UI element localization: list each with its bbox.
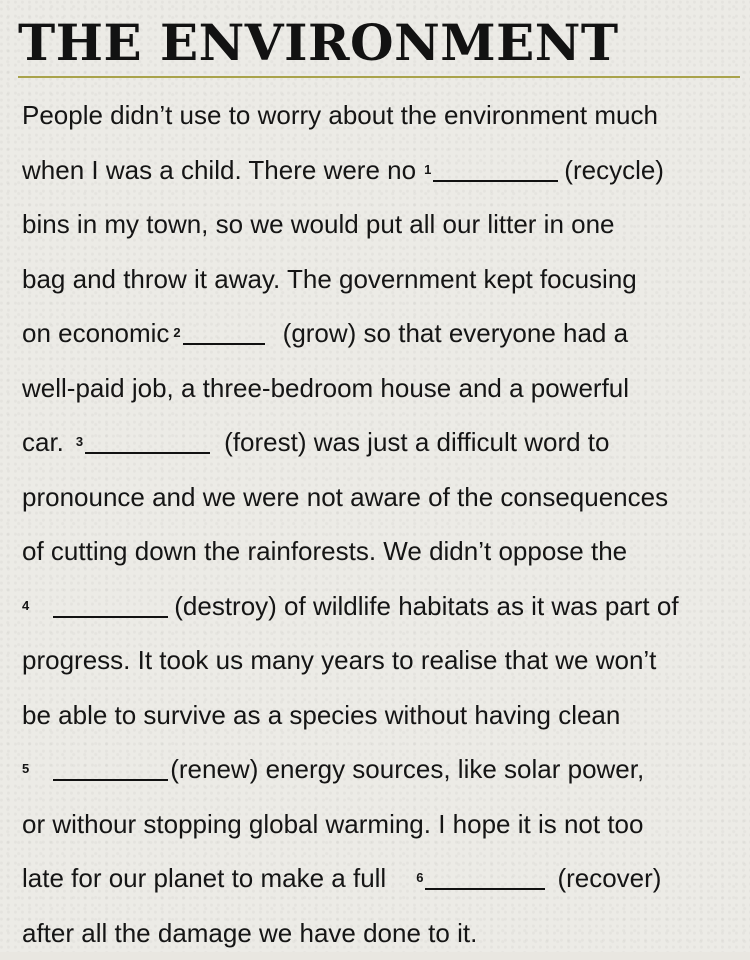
text-line: car.	[22, 420, 64, 464]
word-clue: (recover)	[557, 856, 661, 900]
gap-number: 5	[22, 747, 29, 791]
text-line	[22, 306, 740, 361]
text-line: pronounce and we were not aware of the consequences	[22, 475, 668, 519]
text-line	[22, 361, 740, 416]
text-line	[22, 797, 740, 852]
answer-blank[interactable]	[183, 321, 265, 345]
gap-number: 4	[22, 584, 29, 628]
text-line	[22, 197, 740, 252]
gap-number: 6	[416, 856, 423, 900]
answer-blank[interactable]	[53, 594, 168, 618]
text-line	[22, 742, 740, 797]
text-line	[22, 252, 740, 307]
word-clue: (forest) was just a difficult word to	[224, 420, 609, 464]
answer-blank[interactable]	[425, 866, 545, 890]
gap-fill-paragraph	[22, 88, 740, 960]
word-clue: (grow) so that everyone had a	[283, 311, 628, 355]
text-line	[22, 688, 740, 743]
text-line: when I was a child. There were no	[22, 148, 416, 192]
text-line	[22, 88, 740, 143]
word-clue: (destroy) of wildlife habitats as it was part of	[174, 584, 678, 628]
text-line: bins in my town, so we would put all our litter in one	[22, 202, 615, 246]
text-line: progress. It took us many years to realise that we won’t	[22, 638, 656, 682]
answer-blank[interactable]	[433, 158, 558, 182]
gap-number: 2	[173, 311, 180, 355]
answer-blank[interactable]	[85, 430, 210, 454]
answer-blank[interactable]	[53, 757, 168, 781]
word-clue: (renew) energy sources, like solar power,	[170, 747, 644, 791]
text-line	[22, 851, 740, 906]
text-line	[22, 633, 740, 688]
page-title: THE ENVIRONMENT	[18, 12, 619, 74]
text-line	[22, 524, 740, 579]
text-line: be able to survive as a species without having clean	[22, 693, 620, 737]
text-line: People didn’t use to worry about the environment much	[22, 93, 658, 137]
gap-number: 3	[76, 420, 83, 464]
gap-number: 1	[424, 148, 431, 192]
text-line	[22, 415, 740, 470]
text-line: after all the damage we have done to it.	[22, 911, 477, 955]
word-clue: (recycle)	[564, 148, 664, 192]
text-line: late for our planet to make a full	[22, 856, 386, 900]
text-line	[22, 579, 740, 634]
text-line: on economic	[22, 311, 169, 355]
text-line: bag and throw it away. The government kept focusing	[22, 257, 637, 301]
text-line: well-paid job, a three-bedroom house and a powerful	[22, 366, 629, 410]
text-line: of cutting down the rainforests. We didn’t oppose the	[22, 529, 627, 573]
text-line	[22, 470, 740, 525]
title-underline	[18, 76, 740, 78]
text-line	[22, 143, 740, 198]
text-line: or withour stopping global warming. I hope it is not too	[22, 802, 643, 846]
